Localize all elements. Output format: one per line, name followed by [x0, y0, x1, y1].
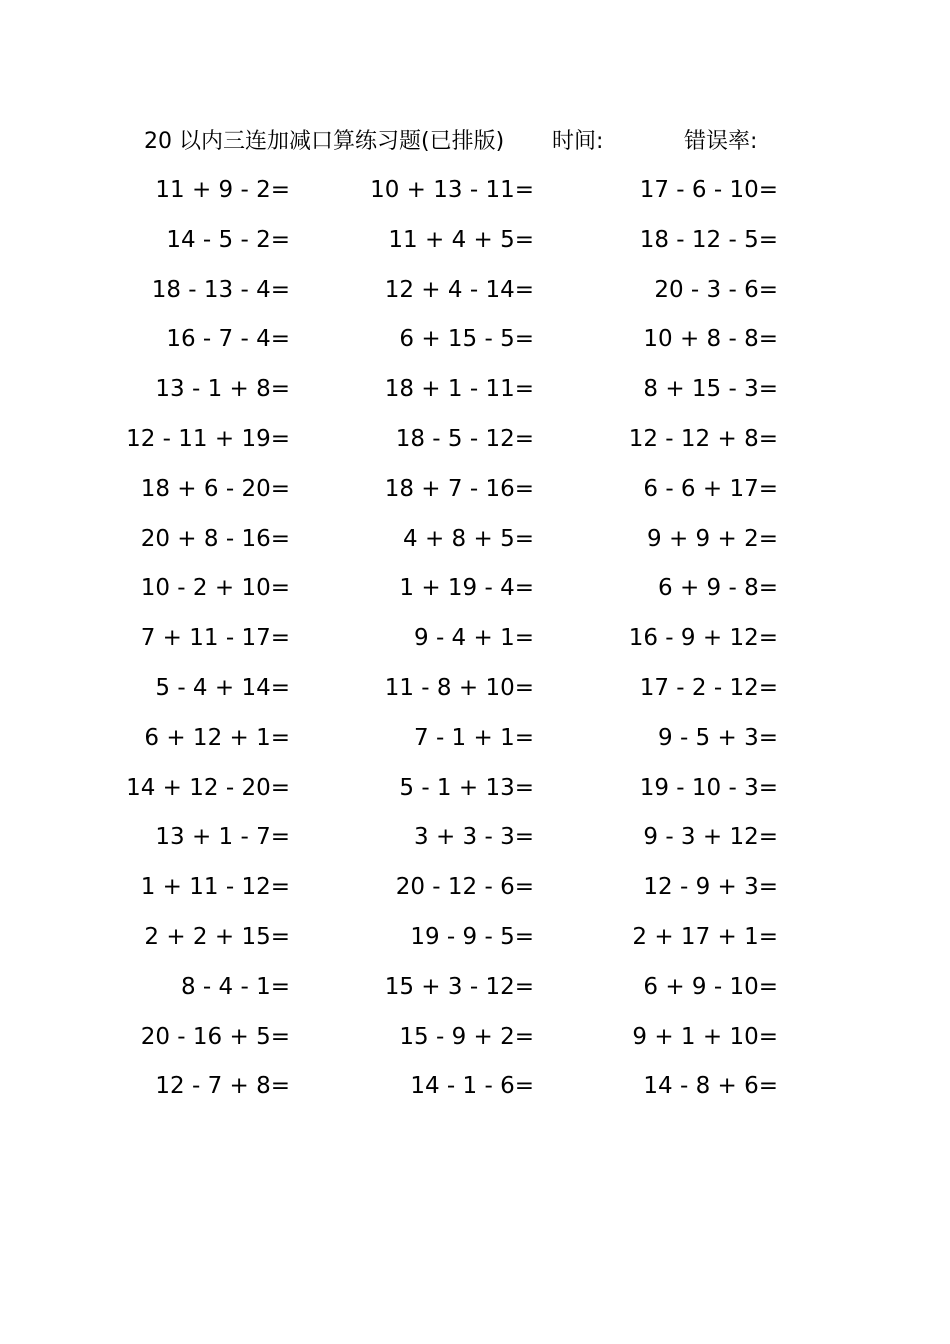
problem-item: 17 - 2 - 12= — [639, 674, 778, 701]
problem-item: 6 + 12 + 1= — [144, 724, 290, 751]
problem-item: 12 - 11 + 19= — [126, 425, 290, 452]
problem-row — [0, 764, 950, 814]
problem-row — [0, 913, 950, 963]
problem-item: 6 + 9 - 10= — [643, 973, 778, 1000]
problem-row — [0, 1062, 950, 1112]
problem-item: 6 + 15 - 5= — [399, 326, 534, 353]
problem-item: 20 - 3 - 6= — [654, 276, 778, 303]
problem-item: 9 + 1 + 10= — [632, 1023, 778, 1050]
problem-item: 12 - 7 + 8= — [155, 1073, 290, 1100]
problem-item: 11 - 8 + 10= — [384, 674, 534, 701]
problem-item: 19 - 10 - 3= — [639, 774, 778, 801]
problem-item: 8 + 15 - 3= — [643, 376, 778, 403]
problem-row — [0, 863, 950, 913]
problem-row — [0, 614, 950, 664]
problem-item: 6 + 9 - 8= — [658, 575, 778, 602]
problem-item: 4 + 8 + 5= — [403, 525, 534, 552]
problem-item: 7 + 11 - 17= — [140, 625, 290, 652]
problem-row — [0, 365, 950, 415]
problem-row — [0, 963, 950, 1013]
problem-item: 5 - 4 + 14= — [155, 674, 290, 701]
problem-item: 18 + 6 - 20= — [140, 475, 290, 502]
problem-item: 9 - 4 + 1= — [414, 625, 534, 652]
problem-item: 14 - 1 - 6= — [410, 1073, 534, 1100]
problem-item: 14 - 5 - 2= — [166, 226, 290, 253]
problem-item: 10 + 13 - 11= — [370, 177, 534, 203]
problem-item: 8 - 4 - 1= — [180, 973, 290, 1000]
problem-item: 7 - 1 + 1= — [414, 724, 534, 751]
problem-item: 1 + 19 - 4= — [399, 575, 534, 602]
problem-item: 6 - 6 + 17= — [643, 475, 778, 502]
problem-item: 20 + 8 - 16= — [140, 525, 290, 552]
problem-row — [0, 465, 950, 515]
problem-item: 18 - 5 - 12= — [395, 425, 534, 452]
problem-row — [0, 1013, 950, 1063]
problem-item: 11 + 9 - 2= — [155, 177, 290, 203]
problem-item: 17 - 6 - 10= — [639, 177, 778, 203]
problem-item: 9 - 3 + 12= — [643, 824, 778, 851]
problem-item: 9 + 9 + 2= — [647, 525, 778, 552]
problem-item: 11 + 4 + 5= — [388, 226, 534, 253]
problem-row — [0, 166, 950, 216]
problem-row — [0, 266, 950, 316]
problem-row — [0, 216, 950, 266]
problem-row — [0, 315, 950, 365]
problem-item: 9 - 5 + 3= — [658, 724, 778, 751]
problem-item: 2 + 2 + 15= — [144, 923, 290, 950]
problem-item: 2 + 17 + 1= — [632, 923, 778, 950]
problem-item: 10 - 2 + 10= — [140, 575, 290, 602]
problem-item: 5 - 1 + 13= — [399, 774, 534, 801]
problem-item: 12 - 12 + 8= — [628, 425, 778, 452]
problem-item: 3 + 3 - 3= — [414, 824, 534, 851]
problem-row — [0, 714, 950, 764]
worksheet-header — [0, 124, 950, 160]
problem-item: 15 + 3 - 12= — [384, 973, 534, 1000]
problem-item: 18 + 1 - 11= — [384, 376, 534, 403]
problem-item: 10 + 8 - 8= — [643, 326, 778, 353]
page-title: 20 以内三连加减口算练习题(已排版) — [144, 129, 505, 154]
error-rate-label: 错误率: — [684, 129, 758, 154]
problem-item: 16 - 9 + 12= — [628, 625, 778, 652]
problem-item: 14 + 12 - 20= — [126, 774, 290, 801]
problem-row — [0, 813, 950, 863]
problem-row — [0, 564, 950, 614]
problem-grid — [0, 166, 950, 1112]
problem-item: 1 + 11 - 12= — [140, 874, 290, 901]
time-label: 时间: — [552, 129, 604, 154]
problem-item: 12 - 9 + 3= — [643, 874, 778, 901]
problem-item: 14 - 8 + 6= — [643, 1073, 778, 1100]
problem-item: 12 + 4 - 14= — [384, 276, 534, 303]
problem-item: 20 - 16 + 5= — [140, 1023, 290, 1050]
problem-item: 13 - 1 + 8= — [155, 376, 290, 403]
problem-item: 13 + 1 - 7= — [155, 824, 290, 851]
problem-row — [0, 664, 950, 714]
problem-item: 18 + 7 - 16= — [384, 475, 534, 502]
problem-row — [0, 415, 950, 465]
problem-row — [0, 515, 950, 565]
problem-item: 15 - 9 + 2= — [399, 1023, 534, 1050]
problem-item: 16 - 7 - 4= — [166, 326, 290, 353]
problem-item: 19 - 9 - 5= — [410, 923, 534, 950]
problem-item: 20 - 12 - 6= — [395, 874, 534, 901]
problem-item: 18 - 13 - 4= — [151, 276, 290, 303]
problem-item: 18 - 12 - 5= — [639, 226, 778, 253]
